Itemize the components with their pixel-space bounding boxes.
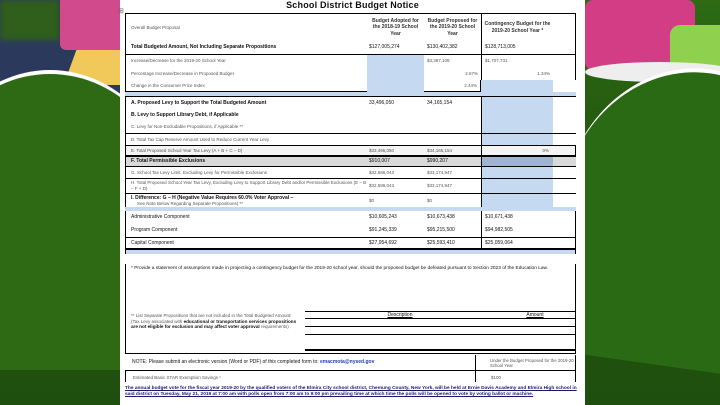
- cell-value: $32,586,043: [369, 183, 395, 189]
- cell-value: $130,402,382: [427, 44, 458, 51]
- separate-props-table: [305, 311, 575, 351]
- cell-shaded: [481, 134, 553, 145]
- divider: [475, 355, 476, 382]
- decor-green-block: [0, 0, 60, 40]
- row-label: E. Total Proposed School Year Tax Levy (A + B + C – D): [131, 147, 243, 153]
- row-label: F. Total Permissible Exclusions: [131, 158, 206, 165]
- col-header-proposed: Budget Proposed for the 2019-20 School Year: [427, 18, 478, 37]
- amount-header: Amount: [526, 312, 544, 318]
- table-row: [125, 109, 576, 121]
- row-label: [126, 195, 367, 207]
- cell-value: $10,671,438: [481, 211, 553, 224]
- cell-value: $33,496,050: [369, 147, 395, 153]
- row-label: Total Budgeted Amount, Not Including Separate Propositions: [131, 44, 277, 51]
- cell-value: $128,713,005: [481, 41, 553, 54]
- table-row: [125, 193, 576, 207]
- description-header: Description: [387, 312, 413, 318]
- submission-email-link[interactable]: emacmota@nysed.gov: [320, 359, 375, 365]
- cell-value: $33,174,947: [427, 183, 453, 189]
- overall-budget-label: Overall Budget Proposal: [131, 24, 180, 30]
- divider: [575, 355, 576, 382]
- table-row: [125, 145, 576, 157]
- separate-props-row[interactable]: [305, 335, 575, 351]
- cell-value: $33,174,947: [427, 169, 453, 175]
- cell-shaded: [481, 97, 553, 109]
- row-label: Increase/Decrease for the 2019-20 School Year: [131, 58, 226, 64]
- cell-shaded: [481, 167, 553, 178]
- row-label: A. Proposed Levy to Support the Total Budgeted Amount: [131, 99, 267, 106]
- document-title: School District Budget Notice: [286, 0, 419, 10]
- component-row: [125, 237, 576, 250]
- separate-props-note: [131, 313, 301, 330]
- row-label: D. Total Tax Cap Reserve Amount Used to Reduce Current Year Levy: [131, 136, 270, 142]
- cell-value: $27,954,692: [369, 239, 397, 246]
- cell-shaded: [367, 55, 424, 67]
- separate-props-bold: educational or transportation services propositions are not eligible for exclusion and may affect voter approval: [131, 318, 297, 330]
- cell-value: 33,496,050: [369, 99, 395, 106]
- table-row: [125, 41, 576, 54]
- row-label: G. School Tax Levy Limit, Excluding Levy for Permissible Exclusions: [131, 169, 267, 175]
- star-value: $100: [491, 375, 502, 380]
- table-row: [125, 96, 576, 109]
- separate-props-header: [305, 312, 575, 319]
- cell-value: $32,586,043: [369, 169, 395, 175]
- cell-value: 1.34%: [481, 67, 553, 80]
- cell-shaded: [481, 109, 553, 121]
- cell-value: 2.67%: [465, 70, 478, 76]
- row-label: Administrative Component: [131, 214, 190, 221]
- cell-shaded: [481, 157, 553, 166]
- row-i-label: I. Difference: G – H (Negative Value Requires 60.0% Voter Approval –: [131, 194, 294, 201]
- table-row: [125, 54, 576, 67]
- row-label: H. Total Proposed School Year Tax Levy, Excluding Levy to Support Library Debt and/or Permissible Exclusions (E – B – F + D): [131, 180, 367, 191]
- cell-shaded: [367, 67, 424, 80]
- table-row: [125, 157, 576, 166]
- separate-props-row[interactable]: [305, 327, 575, 335]
- row-label: Program Component: [131, 227, 178, 234]
- component-row: [125, 211, 576, 224]
- submission-note: [132, 359, 374, 365]
- table-row: [125, 178, 576, 193]
- budget-notice-sheet: [120, 0, 585, 405]
- cell-value: $910,007: [369, 158, 390, 165]
- table-header-row: [125, 13, 576, 41]
- separate-props-tail: requirements): [260, 324, 289, 330]
- cell-shaded: [481, 121, 553, 133]
- cell-value: $91,245,339: [369, 227, 397, 234]
- separate-props-regular: ** List Separate Propositions that are not included in the Total Budgeted Amount: (Tax Levy associated with: [131, 313, 292, 324]
- cell-value: $3,397,108: [427, 58, 450, 64]
- col-header-adopted: Budget Adopted for the 2018-19 School Year: [372, 18, 419, 37]
- cell-value: $95,215,500: [427, 227, 455, 234]
- table-row: [125, 133, 576, 145]
- cell-value: $1,707,731: [481, 55, 553, 67]
- cell-value: $10,673,438: [427, 214, 455, 221]
- row-label: Capital Component: [131, 239, 174, 246]
- cell-value: 34,165,154: [427, 99, 453, 106]
- cell-value: $127,005,274: [369, 44, 400, 51]
- cell-value: $0: [369, 197, 375, 203]
- cell-value: $94,982,505: [481, 224, 553, 237]
- vote-notice-text: The annual budget vote for the fiscal year 2019-20 by the qualified voters of the Elmira City school district, Chemung County, New York, will be held at Ernie Davis Academy and Elmira High school in said district on Tuesday, May 21, 2019 at 7:00 am with polls open from 7:00 am to 9:00 pm prevailing time at which time the polls will be opened to vote by voting ballot or machine.: [125, 386, 577, 397]
- cell-value: 0%: [481, 146, 553, 155]
- star-row: [125, 370, 576, 382]
- assumptions-note: * Provide a statement of assumptions made in projecting a contingency budget for the 2019-20 school year, should the proposed budget be defeated pursuant to Section 2023 of the Education Law.: [131, 266, 549, 271]
- table-row: [125, 121, 576, 133]
- row-label: B. Levy to Support Library Debt, if Applicable: [131, 111, 239, 118]
- cell-value: $25,059,064: [481, 238, 553, 248]
- cell-value: $0: [427, 197, 433, 203]
- star-column-header: Under the Budget Proposed for the 2019-20 School Year: [490, 358, 574, 369]
- cell-shaded: [367, 80, 424, 92]
- row-label: C. Levy for Non-Excludable Propositions, if Applicable **: [131, 124, 244, 130]
- cell-value: 2.44%: [424, 80, 481, 92]
- cell-shaded: [481, 179, 553, 193]
- table-move-handle-icon[interactable]: ⊞: [118, 8, 124, 15]
- separate-props-row[interactable]: [305, 319, 575, 327]
- table-row: [125, 166, 576, 178]
- row-label: Percentage Increase/Decrease in Proposed Budget: [131, 70, 234, 76]
- cell-shaded: [481, 194, 553, 207]
- budget-table: [125, 13, 576, 254]
- table-row: [125, 80, 576, 92]
- cell-value: $34,165,154: [427, 147, 453, 153]
- col-header-contingency: Contingency Budget for the 2019-20 School Year *: [481, 14, 553, 41]
- row-i-sublabel: See Note Below Regarding Separate Propositions) **: [137, 200, 244, 206]
- row-label: Change in the Consumer Price Index: [126, 80, 367, 92]
- component-row: [125, 224, 576, 237]
- cell-value: $25,593,410: [427, 239, 455, 246]
- submission-text: NOTE: Please submit an electronic version (Word or PDF) of this completed form to:: [132, 359, 319, 365]
- cell-shaded: [481, 80, 553, 92]
- cell-value: $10,605,243: [369, 214, 397, 221]
- cell-value: $990,207: [427, 158, 448, 165]
- spacer-row: [125, 250, 576, 254]
- star-label: Estimated Basic STAR Exemption Savings ¹: [133, 375, 221, 380]
- table-row: [125, 67, 576, 80]
